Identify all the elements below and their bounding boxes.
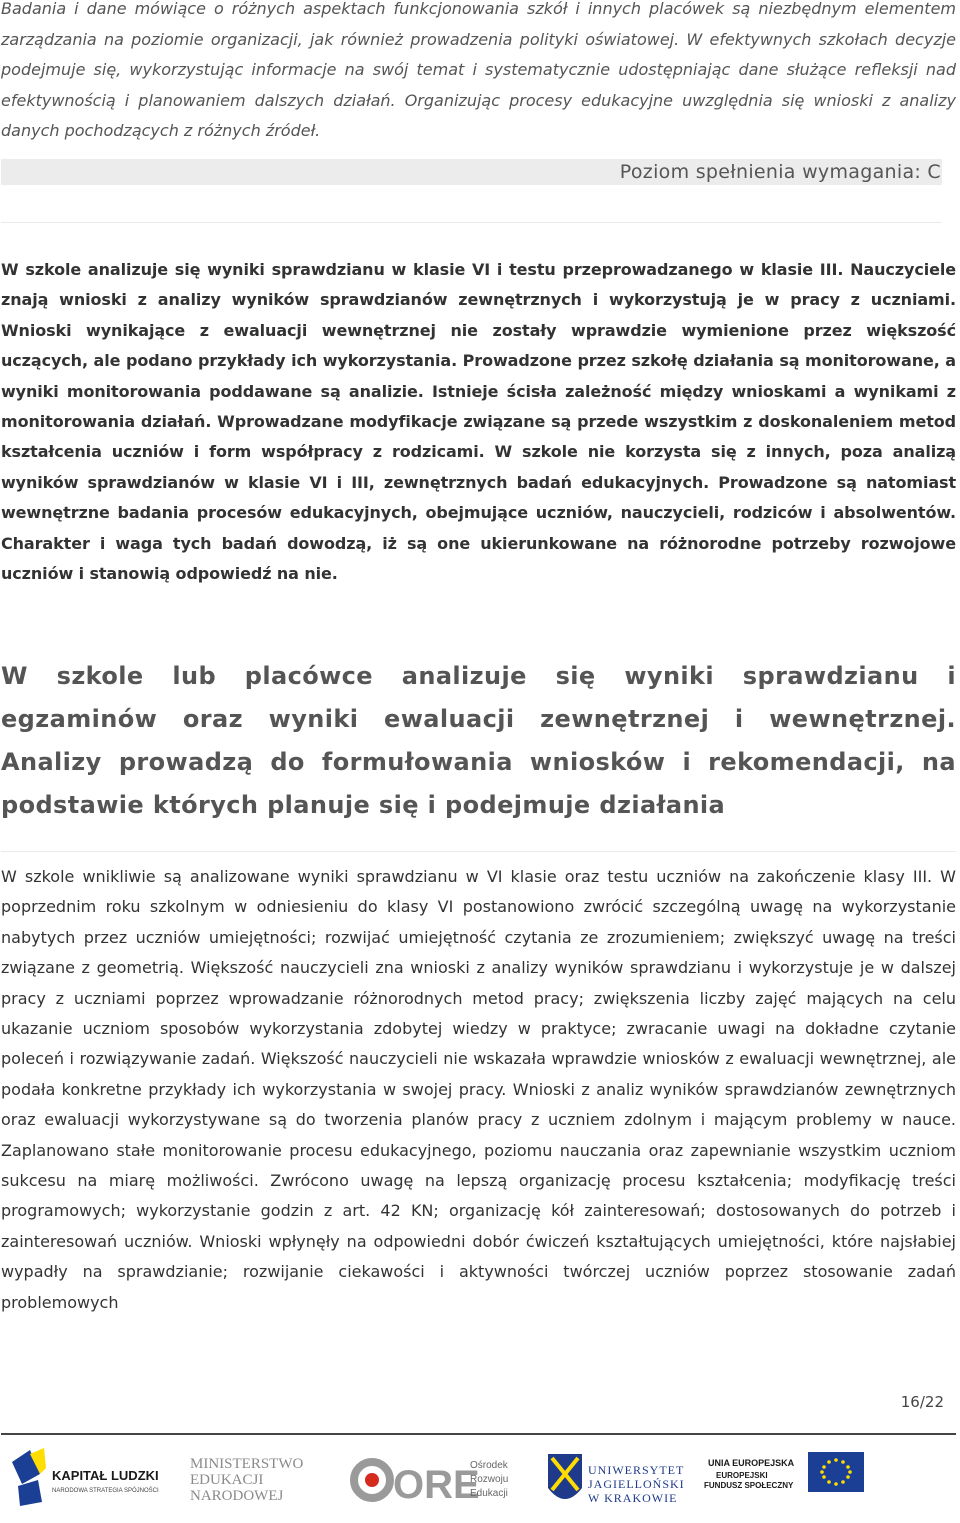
ue-line1: UNIA EUROPEJSKA xyxy=(708,1458,795,1468)
intro-paragraph: Badania i dane mówiące o różnych aspektach funkcjonowania szkół i innych placówek są niezbędnym elementem zarządzania na poziomie organizacji, jak również prowadzenia polityki oświatowej. W efektywnych szkołach decyzje podejmuje się, wykorzystując informacje na swój temat i systematycznie udostępniając dane służące refleksji nad efektywnością i planowaniem dalszych działań. Organizując procesy edukacyjne uwzględnia się wnioski z analizy danych pochodzących z różnych źródeł. xyxy=(1,0,956,140)
ore-line2: Rozwoju xyxy=(470,1474,509,1485)
footer-logos xyxy=(0,1440,960,1520)
ue-line3: FUNDUSZ SPOŁECZNY xyxy=(704,1481,794,1490)
kapital-ludzki-logo xyxy=(12,1448,159,1506)
ore-logo xyxy=(354,1460,509,1507)
ue-logo xyxy=(704,1452,864,1492)
men-line1: MINISTERSTWO xyxy=(190,1456,304,1472)
eu-flag xyxy=(808,1452,864,1492)
men-line3: NARODOWEJ xyxy=(190,1488,284,1504)
page-number: 16/22 xyxy=(900,1393,944,1411)
section-heading: W szkole lub placówce analizuje się wyniki sprawdzianu i egzaminów oraz wyniki ewaluacji zewnętrznej i wewnętrznej. Analizy prowadzą do formułowania wniosków i rekomendacji, na podstawie których planuje się i podejmuje działania xyxy=(1,662,956,819)
ue-line2: EUROPEJSKI xyxy=(716,1471,768,1480)
uj-line3: W KRAKOWIE xyxy=(588,1491,678,1505)
men-logo xyxy=(190,1456,303,1504)
requirement-level: Poziom spełnienia wymagania: C xyxy=(619,161,941,183)
ore-line1: Ośrodek xyxy=(470,1460,508,1471)
divider xyxy=(1,222,942,223)
ore-mark: ORE xyxy=(393,1463,480,1507)
kl-title: KAPITAŁ LUDZKI xyxy=(52,1468,159,1483)
uj-logo xyxy=(548,1454,685,1505)
uj-line1: UNIWERSYTET xyxy=(588,1463,685,1477)
ore-line3: Edukacji xyxy=(470,1488,508,1499)
men-line2: EDUKACJI xyxy=(190,1472,264,1488)
body-paragraph: W szkole wnikliwie są analizowane wyniki sprawdzianu w VI klasie oraz testu uczniów na zakończenie klasy III. W poprzednim roku szkolnym w odniesieniu do klasy VI postanowiono zwrócić szczególną uwagę na wykorzystanie nabytych przez uczniów umiejętności; rozwijać umiejętność czytania ze zrozumieniem; zwiększyć uwagę na treści związane z geometrią. Większość nauczycieli zna wnioski z analizy wyników sprawdzianu i wykorzystuje je w dalszej pracy z uczniami poprzez wprowadzanie różnorodnych metod pracy; zwiększenia liczby zajęć mających na celu ukazanie uczniom sposobów wykorzystania zdobytej wiedzy w praktyce; zwracanie uwagi na dokładne czytanie poleceń i rozwiązywanie zadań. Większość nauczycieli nie wskazała wprawdzie wniosków z ewaluacji wewnętrznej, ale podała konkretne przykłady ich wykorzystania w swojej pracy. Wnioski z analiz wyników sprawdzianów zewnętrznych oraz ewaluacji wykorzystywane są do tworzenia planów pracy z uczniem zdolnym i mającym problemy w nauce. Zaplanowano stałe monitorowanie procesu edukacyjnego, poziomu nauczania oraz zapewnianie wszystkim uczniom sukcesu na miarę możliwości. Zwrócono uwagę na lepszą organizację procesu kształcenia; modyfikację treści programowych; wykorzystanie godzin z art. 42 KN; organizację kół zainteresowań; dostosowanych do potrzeb i zainteresowań uczniów. Wnioski wpłynęły na odpowiedni dobór ćwiczeń kształtujących umiejętności, które najsłabiej wypadły na sprawdzianie; rozwijanie ciekawości i aktywności twórczej uczniów poprzez stosowanie zadań problemowych xyxy=(1,867,956,1312)
uj-line2: JAGIELLOŃSKI xyxy=(588,1477,685,1491)
summary-paragraph: W szkole analizuje się wyniki sprawdzianu w klasie VI i testu przeprowadzanego w klasie III. Nauczyciele znają wnioski z analizy wyników sprawdzianów zewnętrznych i wykorzystują je w pracy z uczniami. Wnioski wynikające z ewaluacji wewnętrznej nie zostały wprawdzie wymienione przez większość uczących, ale podano przykłady ich wykorzystania. Prowadzone przez szkołę działania są monitorowane, a wyniki monitorowania poddawane są analizie. Istnieje ścisła zależność między wnioskami a wynikami z monitorowania działań. Wprowadzane modyfikacje związane są przede wszystkim z doskonaleniem metod kształcenia uczniów i form współpracy z rodzicami. W szkole nie korzysta się z innych, poza analizą wyników sprawdzianów w klasie VI i III, zewnętrznych badań edukacyjnych. Prowadzone są natomiast wewnętrzne badania procesów edukacyjnych, obejmujące uczniów, nauczycieli, rodziców i absolwentów. Charakter i waga tych badań dowodzą, iż są one ukierunkowane na różnorodne potrzeby rozwojowe uczniów i stanowią odpowiedź na nie. xyxy=(1,260,956,584)
footer-divider xyxy=(1,1433,956,1435)
kl-subtitle: NARODOWA STRATEGIA SPÓJNOŚCI xyxy=(52,1488,159,1494)
divider xyxy=(1,851,956,852)
